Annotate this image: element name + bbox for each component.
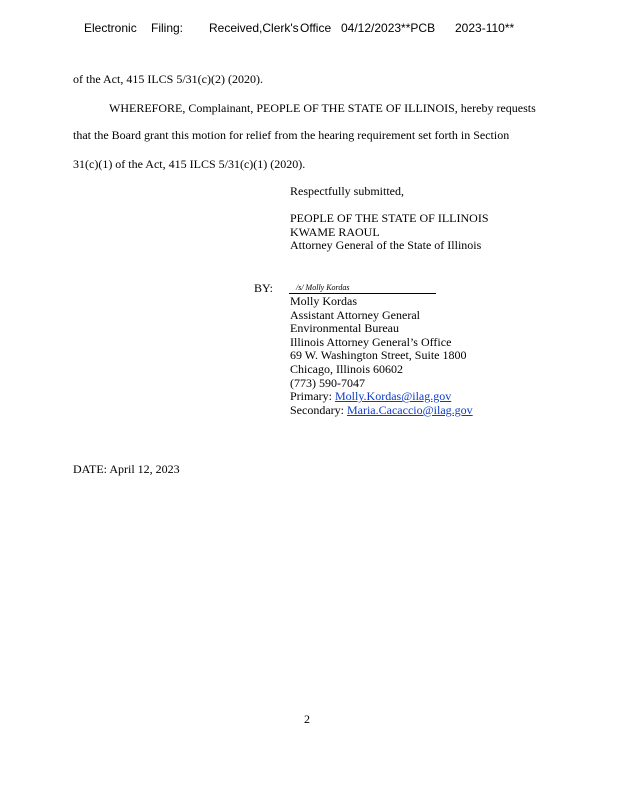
header-case-number: 2023-110** xyxy=(455,21,515,35)
paragraph-line-2: WHEREFORE, Complainant, PEOPLE OF THE STATE OF ILLINOIS, hereby requests xyxy=(109,101,536,115)
signer-title: Assistant Attorney General xyxy=(290,307,420,322)
header-electronic: Electronic xyxy=(84,21,137,35)
header-office: Office xyxy=(300,21,332,35)
party-block xyxy=(290,212,489,253)
party-name: PEOPLE OF THE STATE OF ILLINOIS xyxy=(290,211,489,225)
secondary-email-row xyxy=(290,404,473,418)
signer-bureau: Environmental Bureau xyxy=(290,321,399,336)
signer-name: Molly Kordas xyxy=(290,294,357,308)
paragraph-line-4: 31(c)(1) of the Act, 415 ILCS 5/31(c)(1) (2020). xyxy=(73,157,306,171)
efiling-header xyxy=(0,21,618,37)
page-number: 2 xyxy=(304,712,310,726)
attorney-general-title: Attorney General of the State of Illinois xyxy=(290,238,482,253)
by-label: BY: xyxy=(254,281,273,295)
primary-email-link[interactable]: Molly.Kordas@ilag.gov xyxy=(335,389,452,404)
signer-street: 69 W. Washington Street, Suite 1800 xyxy=(290,348,467,363)
date-line: DATE: April 12, 2023 xyxy=(73,462,180,476)
secondary-email-label: Secondary: xyxy=(290,402,344,417)
signer-city: Chicago, Illinois 60602 xyxy=(290,361,403,376)
header-filing: Filing: xyxy=(151,21,184,35)
header-stamp: 04/12/2023**PCB xyxy=(341,21,436,35)
attorney-general-name: KWAME RAOUL xyxy=(290,224,380,239)
electronic-signature: /s/ Molly Kordas xyxy=(296,283,350,292)
secondary-email-link[interactable]: Maria.Cacaccio@ilag.gov xyxy=(346,402,473,417)
primary-email-row xyxy=(290,390,473,404)
signature-block xyxy=(290,295,473,417)
header-received: Received,Clerk's xyxy=(209,21,299,35)
signer-phone: (773) 590-7047 xyxy=(290,375,365,390)
paragraph-line-1: of the Act, 415 ILCS 5/31(c)(2) (2020). xyxy=(73,72,263,86)
respectfully-submitted: Respectfully submitted, xyxy=(290,184,404,198)
paragraph-line-3: that the Board grant this motion for relief from the hearing requirement set forth in Section xyxy=(73,128,510,142)
signer-office: Illinois Attorney General’s Office xyxy=(290,334,452,349)
primary-email-label: Primary: xyxy=(290,389,332,404)
